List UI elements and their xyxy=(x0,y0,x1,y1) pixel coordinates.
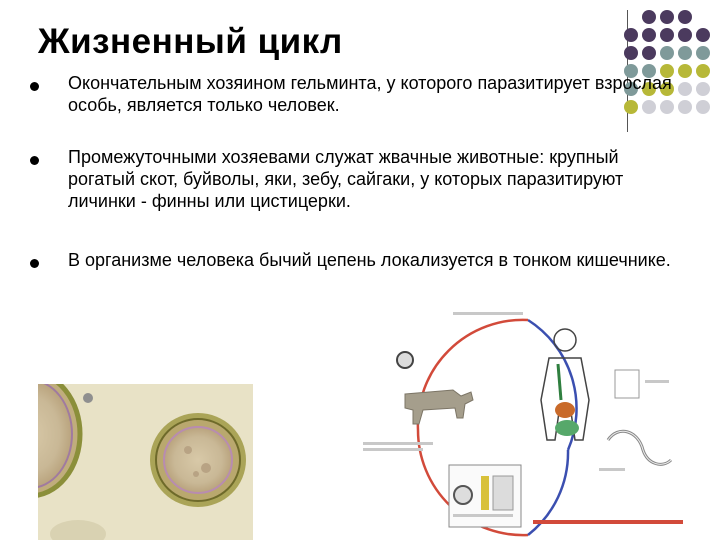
dot xyxy=(660,10,674,24)
dot xyxy=(642,28,656,42)
bullet-dot xyxy=(30,82,39,91)
bullet-dot xyxy=(30,259,39,268)
dot xyxy=(642,46,656,60)
dot xyxy=(696,64,710,78)
bullet-text: Промежуточными хозяевами служат жвачные животные: крупный рогатый скот, буйволы, яки, зебу, сайгаки, у которых паразитируют личинки - финны или цистицерки. xyxy=(68,147,624,211)
life-cycle-diagram xyxy=(353,300,683,540)
dot xyxy=(696,100,710,114)
slide-title: Жизненный цикл xyxy=(38,22,343,61)
bullet-text: Окончательным хозяином гельминта, у которого паразитирует взрослая особь, является только человек. xyxy=(68,73,672,115)
bullet-text: В организме человека бычий цепень локализуется в тонком кишечнике. xyxy=(68,250,671,270)
life-cycle-diagram-image xyxy=(353,300,683,540)
dot xyxy=(660,28,674,42)
eggs-photo-image xyxy=(38,384,253,540)
dot xyxy=(624,46,638,60)
dot xyxy=(678,28,692,42)
dot xyxy=(678,82,692,96)
dot xyxy=(678,100,692,114)
dot xyxy=(678,64,692,78)
dot xyxy=(678,10,692,24)
eggs-photo xyxy=(38,384,253,540)
dot xyxy=(642,10,656,24)
dot xyxy=(696,28,710,42)
dot xyxy=(660,46,674,60)
bullet-dot xyxy=(30,156,39,165)
dot xyxy=(696,82,710,96)
dot xyxy=(696,46,710,60)
dot xyxy=(624,28,638,42)
dot xyxy=(678,46,692,60)
